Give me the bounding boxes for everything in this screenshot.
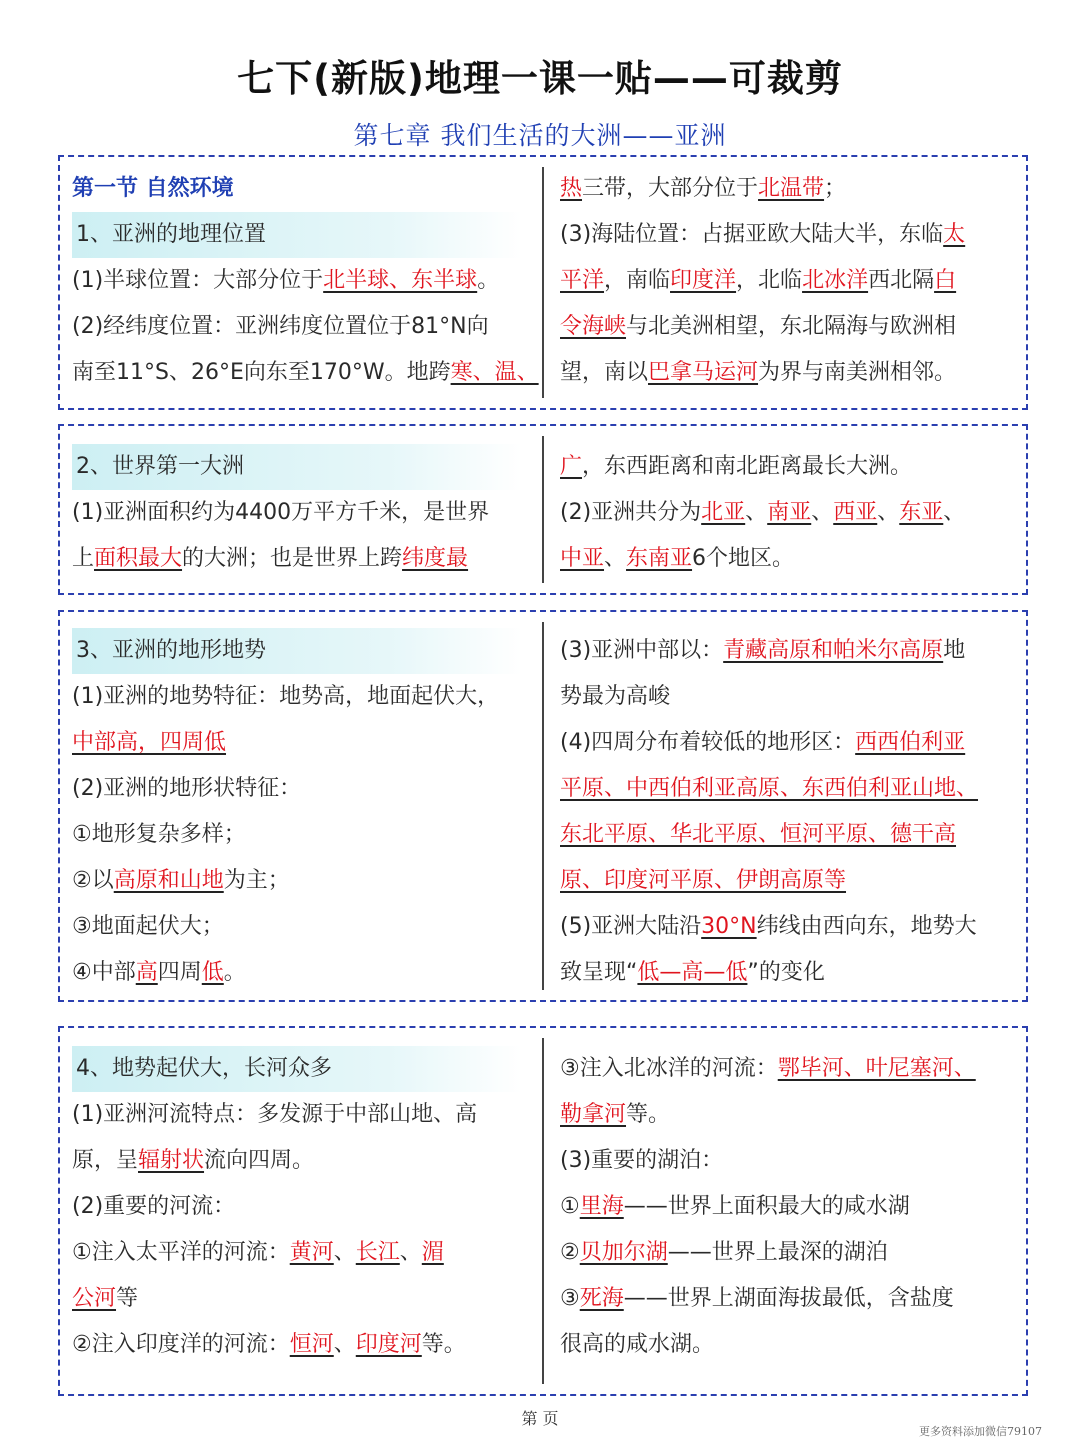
body-text: (5)亚洲大陆沿: [560, 914, 702, 939]
body-text: (2)亚洲的地形状特征：: [72, 776, 302, 801]
answer-text: 西亚: [833, 500, 878, 525]
body-text: 很高的咸水湖。: [560, 1332, 715, 1357]
watermark-text: 更多资料添加微信79107: [919, 1425, 1042, 1438]
body-text: 3、亚洲的地形地势: [76, 638, 266, 663]
body-text: 势最为高峻: [560, 684, 671, 709]
text-line: [560, 1230, 1020, 1276]
body-text: ①注入太平洋的河流：: [72, 1240, 290, 1265]
body-text: (4)四周分布着较低的地形区：: [560, 730, 856, 755]
body-text: 、: [745, 500, 768, 525]
text-line: [560, 212, 1020, 258]
page-title: 七下(新版)地理一课一贴——可裁剪: [237, 57, 843, 100]
body-text: 致呈现“: [560, 960, 638, 985]
body-text: 、: [399, 1240, 422, 1265]
text-line: [72, 674, 542, 720]
text-line: [560, 166, 1020, 212]
body-text: ③注入北冰洋的河流：: [560, 1056, 778, 1081]
answer-text: 低—高—低: [637, 960, 748, 985]
body-text: 南至11°S、26°E向东至170°W。地跨: [72, 360, 451, 385]
text-line: [560, 1322, 1020, 1368]
body-text: 1、亚洲的地理位置: [76, 222, 266, 247]
text-line: [560, 950, 1020, 996]
left-column: [72, 157, 542, 408]
body-text: 。: [477, 268, 500, 293]
answer-text: 高原和山地: [113, 868, 224, 893]
answer-text: 贝加尔湖: [579, 1240, 668, 1265]
body-text: 四周: [157, 960, 202, 985]
body-text: ②: [560, 1240, 580, 1265]
answer-text: 热: [560, 176, 583, 201]
body-text: ①: [560, 1194, 580, 1219]
answer-text: 南亚: [767, 500, 812, 525]
text-line: [72, 1138, 542, 1184]
text-line: [72, 258, 542, 304]
body-text: ，北临: [736, 268, 803, 293]
answer-text: 青藏高原和帕米尔高原: [723, 638, 944, 663]
chapter-subtitle: 第七章 我们生活的大洲——亚洲: [353, 121, 727, 150]
body-text: 、: [943, 500, 966, 525]
answer-text: 纬度最: [402, 546, 469, 571]
body-text: 流向四周。: [204, 1148, 315, 1173]
right-column: [560, 1028, 1020, 1394]
body-text: 等。: [421, 1332, 466, 1357]
text-line: [72, 858, 542, 904]
text-line: [560, 812, 1020, 858]
body-text: 三带，大部分位于: [582, 176, 759, 201]
answer-text: 令海峡: [560, 314, 627, 339]
body-text: 、: [811, 500, 834, 525]
text-line: [72, 766, 542, 812]
answer-text: 平原、中西伯利亚高原、东西伯利亚山地、: [560, 776, 979, 801]
section-box-4: [58, 1026, 1028, 1396]
section-heading: [72, 1046, 522, 1092]
section-label: [72, 166, 542, 212]
body-text: 为主；: [223, 868, 290, 893]
column-divider: [542, 436, 544, 583]
left-column: [72, 426, 542, 593]
body-text: (3)亚洲中部以：: [560, 638, 724, 663]
answer-text: 平洋: [560, 268, 605, 293]
section-heading: [72, 212, 522, 258]
answer-text: 巴拿马运河: [648, 360, 759, 385]
text-line: [72, 304, 542, 350]
body-text: ③: [560, 1286, 580, 1311]
answer-text: 中部高，四周低: [72, 730, 227, 755]
text-line: [560, 858, 1020, 904]
text-line: [560, 490, 1020, 536]
answer-text: 恒河: [289, 1332, 334, 1357]
answer-text: 面积最大: [94, 546, 183, 571]
body-text: 的大洲；也是世界上跨: [182, 546, 403, 571]
text-line: [72, 490, 542, 536]
section-box-1: [58, 155, 1028, 410]
body-text: 、: [877, 500, 900, 525]
section-heading: [72, 628, 522, 674]
body-text: (1)亚洲的地势特征：地势高，地面起伏大，: [72, 684, 500, 709]
answer-text: 东北平原、华北平原、恒河平原、德干高: [560, 822, 957, 847]
text-line: [560, 444, 1020, 490]
body-text: 、: [604, 546, 627, 571]
section-heading: [72, 444, 522, 490]
body-text: 原，呈: [72, 1148, 139, 1173]
body-text: 纬线由西向东，地势大: [756, 914, 977, 939]
section-box-3: [58, 610, 1028, 1002]
body-text: ”的变化: [747, 960, 825, 985]
text-line: [560, 720, 1020, 766]
body-text: (3)重要的湖泊：: [560, 1148, 724, 1173]
body-text: ②注入印度洋的河流：: [72, 1332, 290, 1357]
body-text: 、: [333, 1332, 356, 1357]
answer-text: 太: [943, 222, 966, 247]
text-line: [560, 1276, 1020, 1322]
text-line: [560, 904, 1020, 950]
answer-text: 鄂毕河、叶尼塞河、: [777, 1056, 976, 1081]
body-text: (1)亚洲面积约为4400万平方千米，是世界: [72, 500, 490, 525]
text-line: [72, 950, 542, 996]
answer-text: 白: [934, 268, 957, 293]
answer-text: 寒、温、: [450, 360, 539, 385]
body-text: ——世界上湖面海拔最低，含盐度: [623, 1286, 954, 1311]
text-line: [72, 812, 542, 858]
answer-text: 低: [201, 960, 224, 985]
text-line: [560, 258, 1020, 304]
body-text: 望，南以: [560, 360, 649, 385]
text-line: [72, 1276, 542, 1322]
column-divider: [542, 167, 544, 398]
answer-text: 东亚: [899, 500, 944, 525]
text-line: [560, 304, 1020, 350]
right-column: [560, 612, 1020, 1000]
text-line: [72, 350, 542, 396]
column-divider: [542, 622, 544, 990]
answer-text: 原、印度河平原、伊朗高原等: [560, 868, 847, 893]
answer-text: 辐射状: [138, 1148, 205, 1173]
page-number-label: 第 页: [521, 1409, 559, 1428]
text-line: [72, 1184, 542, 1230]
body-text: (1)半球位置：大部分位于: [72, 268, 324, 293]
body-text: ③地面起伏大；: [72, 914, 224, 939]
body-text: ，东西距离和南北距离最长大洲。: [582, 454, 913, 479]
body-text: 等: [116, 1286, 139, 1311]
body-text: 等。: [626, 1102, 671, 1127]
body-text: ——世界上面积最大的咸水湖: [623, 1194, 910, 1219]
text-line: [560, 1138, 1020, 1184]
answer-text: 公河: [72, 1286, 117, 1311]
answer-text: 高: [135, 960, 158, 985]
body-text: ，南临: [604, 268, 671, 293]
answer-text: 印度河: [355, 1332, 422, 1357]
body-text: 6个地区。: [692, 546, 795, 571]
answer-text: 印度洋: [670, 268, 737, 293]
text-line: [560, 536, 1020, 582]
section-box-2: [58, 424, 1028, 595]
body-text: (1)亚洲河流特点：多发源于中部山地、高: [72, 1102, 478, 1127]
body-text: (3)海陆位置：占据亚欧大陆大半，东临: [560, 222, 944, 247]
answer-text: 中亚: [560, 546, 605, 571]
body-text: 4、地势起伏大，长河众多: [76, 1056, 332, 1081]
body-text: 地: [943, 638, 966, 663]
body-text: 西北隔: [868, 268, 935, 293]
answer-text: 湄: [421, 1240, 444, 1265]
text-line: [560, 1092, 1020, 1138]
text-line: [560, 1046, 1020, 1092]
text-line: [72, 1322, 542, 1368]
text-line: [560, 628, 1020, 674]
text-line: [560, 674, 1020, 720]
text-line: [560, 1184, 1020, 1230]
column-divider: [542, 1038, 544, 1384]
body-text: 2、世界第一大洲: [76, 454, 244, 479]
answer-text: 30°N: [701, 914, 757, 939]
text-line: [72, 1092, 542, 1138]
body-text: 。: [223, 960, 246, 985]
body-text: 上: [72, 546, 95, 571]
answer-text: 北冰洋: [802, 268, 869, 293]
body-text: ——世界上最深的湖泊: [667, 1240, 888, 1265]
answer-text: 西西伯利亚: [855, 730, 966, 755]
body-text: ①地形复杂多样；: [72, 822, 246, 847]
answer-text: 广: [560, 454, 583, 479]
body-text: (2)经纬度位置：亚洲纬度位置位于81°N向: [72, 314, 489, 339]
body-text: 、: [333, 1240, 356, 1265]
answer-text: 北半球、东半球: [323, 268, 478, 293]
answer-text: 里海: [579, 1194, 624, 1219]
body-text: 为界与南美洲相邻。: [758, 360, 957, 385]
body-text: ④中部: [72, 960, 136, 985]
text-line: [560, 766, 1020, 812]
text-line: [72, 720, 542, 766]
answer-text: 北温带: [758, 176, 825, 201]
body-text: ；: [824, 176, 847, 201]
body-text: 与北美洲相望，东北隔海与欧洲相: [626, 314, 957, 339]
answer-text: 死海: [579, 1286, 624, 1311]
answer-text: 勒拿河: [560, 1102, 627, 1127]
text-line: [72, 536, 542, 582]
answer-text: 黄河: [289, 1240, 334, 1265]
answer-text: 东南亚: [626, 546, 693, 571]
text-line: [72, 1230, 542, 1276]
right-column: [560, 157, 1020, 408]
body-text: (2)重要的河流：: [72, 1194, 236, 1219]
body-text: 第一节 自然环境: [72, 176, 234, 201]
left-column: [72, 612, 542, 1000]
text-line: [72, 904, 542, 950]
right-column: [560, 426, 1020, 593]
body-text: (2)亚洲共分为: [560, 500, 702, 525]
answer-text: 北亚: [701, 500, 746, 525]
answer-text: 长江: [355, 1240, 400, 1265]
text-line: [560, 350, 1020, 396]
left-column: [72, 1028, 542, 1394]
body-text: ②以: [72, 868, 114, 893]
